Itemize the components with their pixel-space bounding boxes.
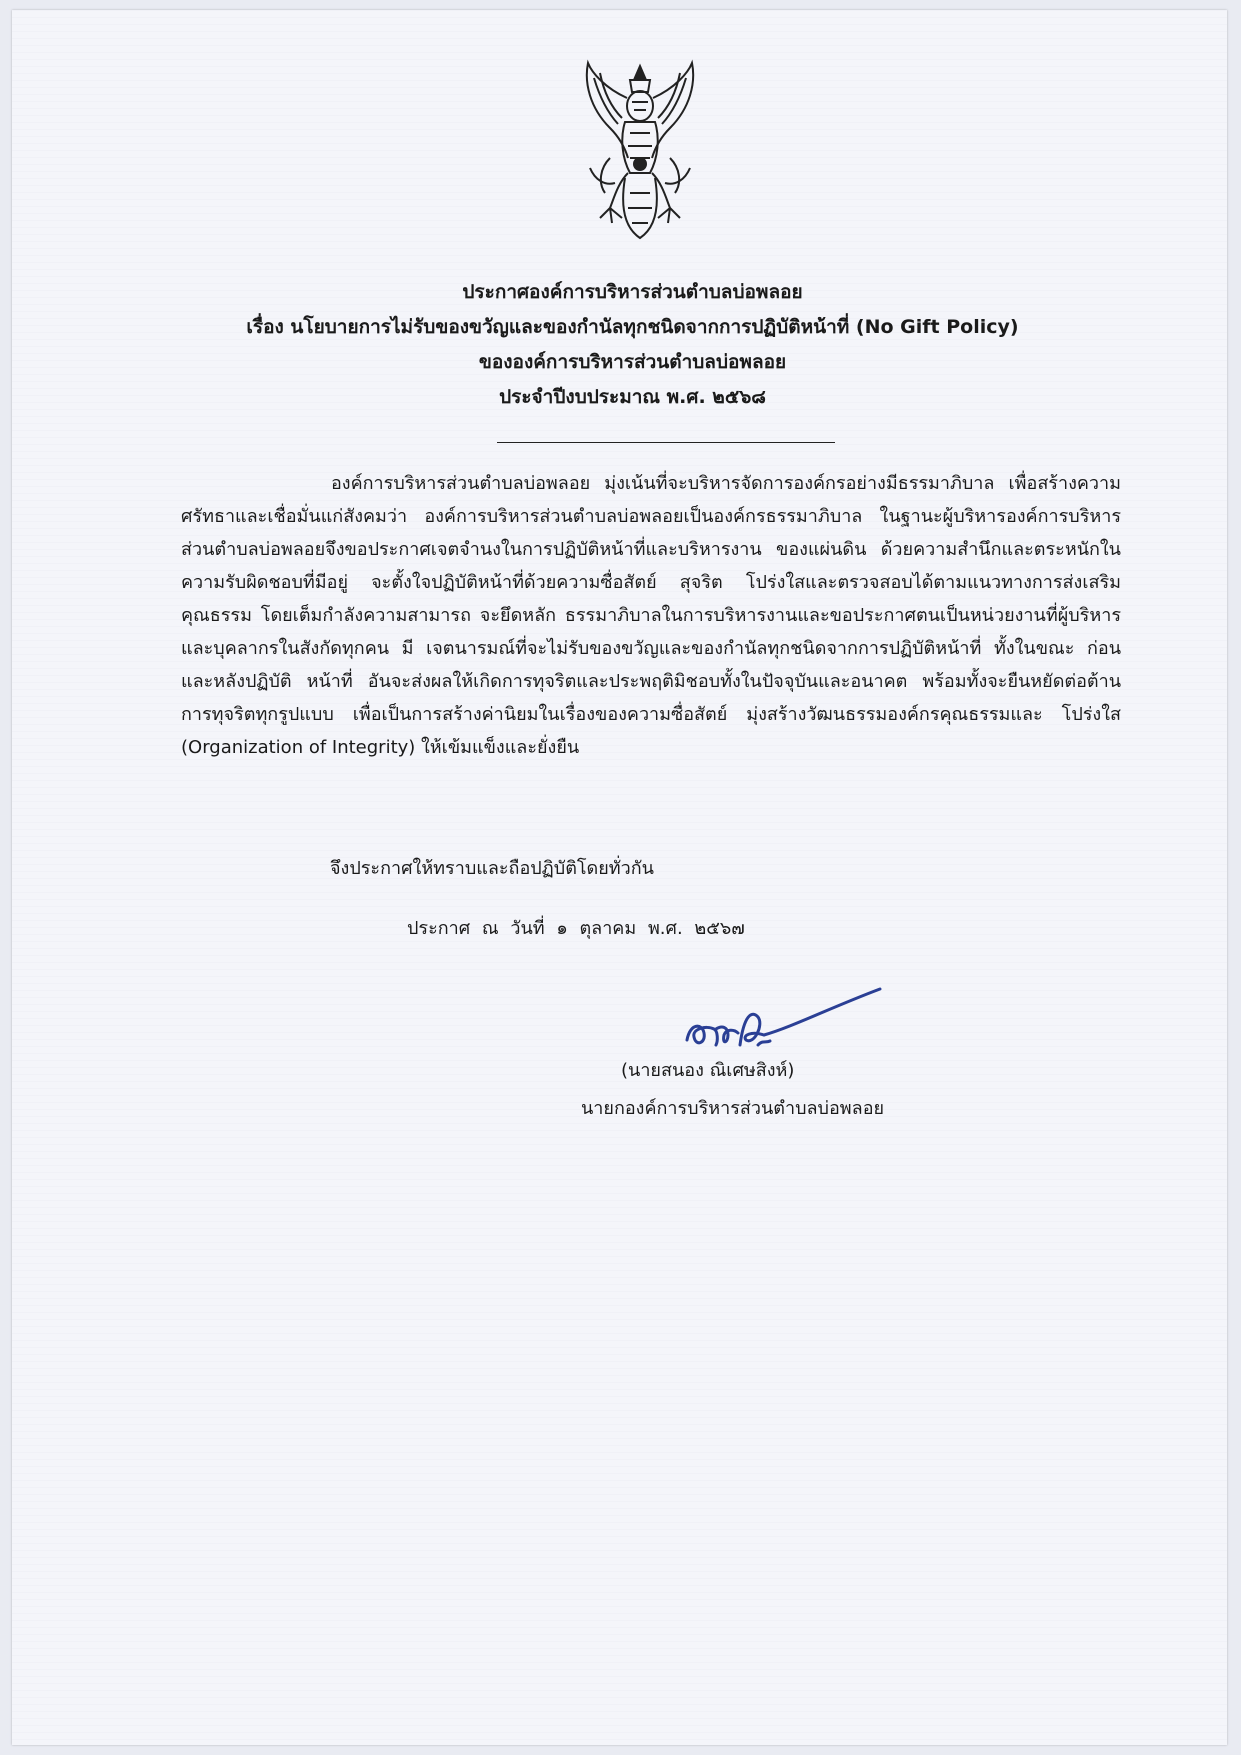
- title-line-2: เรื่อง นโยบายการไม่รับของขวัญและของกำนัลทุกชนิดจากการปฏิบัติหน้าที่ (No Gift Policy): [246, 316, 1019, 338]
- title-line-4: ประจำปีงบประมาณ พ.ศ. ๒๕๖๘: [499, 386, 766, 408]
- garuda-emblem-icon: [570, 58, 710, 243]
- signer-name: (นายสนอง ณิเศษสิงห์): [621, 1060, 795, 1081]
- announce-date: ประกาศ ณ วันที่ ๑ ตุลาคม พ.ศ. ๒๕๖๗: [407, 918, 745, 939]
- title-divider: [497, 442, 835, 443]
- title-line-3: ขององค์การบริหารส่วนตำบลบ่อพลอย: [478, 351, 787, 373]
- announcement-body: องค์การบริหารส่วนตำบลบ่อพลอย มุ่งเน้นที่จะบริหารจัดการองค์กรอย่างมีธรรมาภิบาล เพื่อสร้างความศรัทธาและเชื่อมั่นแก่สังคมว่า องค์การบริหารส่วนตำบลบ่อพลอยเป็นองค์กรธรรมาภิบาล ในฐานะผู้บริหารองค์การบริหารส่วนตำบลบ่อพลอยจึงขอประกาศเจตจำนงในการปฏิบัติหน้าที่และบริหารงาน ของแผ่นดิน ด้วยความสำนึกและตระหนักในความรับผิดชอบที่มีอยู่ จะตั้งใจปฏิบัติหน้าที่ด้วยความซื่อสัตย์ สุจริต โปร่งใสและตรวจสอบได้ตามแนวทางการส่งเสริมคุณธรรม โดยเต็มกำลังความสามารถ จะยึดหลัก ธรรมาภิบาลในการบริหารงานและขอประกาศตนเป็นหน่วยงานที่ผู้บริหารและบุคลากรในสังกัดทุกคน มี เจตนารมณ์ที่จะไม่รับของขวัญและของกำนัลทุกชนิดจากการปฏิบัติหน้าที่ ทั้งในขณะ ก่อน และหลังปฏิบัติ หน้าที่ อันจะส่งผลให้เกิดการทุจริตและประพฤติมิชอบทั้งในปัจจุบันและอนาคต พร้อมทั้งจะยืนหยัดต่อต้าน การทุจริตทุกรูปแบบ เพื่อเป็นการสร้างค่านิยมในเรื่องของความซื่อสัตย์ มุ่งสร้างวัฒนธรรมองค์กรคุณธรรมและ โปร่งใส (Organization of Integrity) ให้เข้มแข็งและยั่งยืน: [181, 473, 1121, 758]
- signer-title: นายกองค์การบริหารส่วนตำบลบ่อพลอย: [581, 1098, 885, 1119]
- signature-icon: [682, 985, 882, 1060]
- announce-line: จึงประกาศให้ทราบและถือปฏิบัติโดยทั่วกัน: [330, 858, 654, 879]
- document-page: [12, 10, 1227, 1745]
- title-line-1: ประกาศองค์การบริหารส่วนตำบลบ่อพลอย: [462, 281, 803, 303]
